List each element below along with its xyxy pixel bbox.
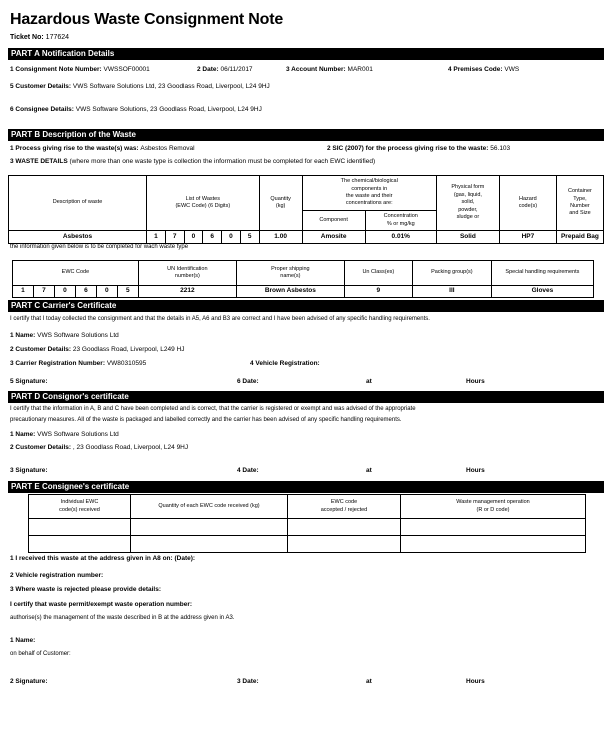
consignor-customer-details: 2 Customer Details: , 23 Goodlass Road, Liverpool, L24 9HJ bbox=[10, 444, 189, 451]
consignor-hours[interactable]: Hours bbox=[466, 467, 485, 474]
part-c-header: PART C Carrier's Certificate bbox=[8, 300, 604, 312]
rejected-details[interactable]: 3 Where waste is rejected please provide details: bbox=[10, 586, 162, 593]
col-physical-form: Physical form (gas, liquid, solid, powder, sludge or bbox=[436, 176, 499, 231]
consignee-date[interactable]: 3 Date: bbox=[237, 678, 259, 685]
customer-details: 5 Customer Details: VWS Software Solutions Ltd, 23 Goodlass Road, Liverpool, L24 9HJ bbox=[10, 83, 270, 90]
part-e-header: PART E Consignee's certificate bbox=[8, 481, 604, 493]
consignee-hours[interactable]: Hours bbox=[466, 678, 485, 685]
col-ewc-code: EWC Code bbox=[13, 261, 139, 286]
carrier-signature[interactable]: 5 Signature: bbox=[10, 378, 48, 385]
document-title: Hazardous Waste Consignment Note bbox=[10, 11, 284, 28]
col-hazard: Hazard code(s) bbox=[499, 176, 556, 231]
carrier-certify-text: I certify that I today collected the consignment and that the details in A5, A6 and B3 are correct and I have been advised of any specific handling requirements. bbox=[10, 316, 430, 322]
part-d-header: PART D Consignor's certificate bbox=[8, 391, 604, 403]
waste-details-table bbox=[8, 175, 604, 244]
waste-details-label: 3 WASTE DETAILS (where more than one waste type is collection the information must be completed for each EWC identified) bbox=[10, 158, 376, 165]
col-list-of-wastes: List of Wastes (EWC Code) (6 Digits) bbox=[147, 176, 260, 231]
col-shipping-name: Proper shipping name(s) bbox=[236, 261, 344, 286]
received-date[interactable]: 1 I received this waste at the address given in A8 on: (Date): bbox=[10, 555, 196, 562]
sic-code: 2 SIC (2007) for the process giving rise to the waste: 56.103 bbox=[327, 145, 511, 152]
col-accepted-rejected: EWC code accepted / rejected bbox=[288, 495, 401, 519]
consignor-name: 1 Name: VWS Software Solutions Ltd bbox=[10, 431, 119, 438]
table-row: Asbestos 1 7 0 6 0 5 1.00 Amosite 0.01% Solid HP7 Prepaid Bag bbox=[9, 231, 604, 244]
col-un-class: Un Class(es) bbox=[344, 261, 412, 286]
consignor-certify-line1: I certify that the information in A, B and C have been completed and is correct, that the carrier is registered or exempt and was advised of the appropriate bbox=[10, 406, 416, 412]
account-number: 3 Account Number: MAR001 bbox=[286, 66, 373, 73]
authorise-text: authorise(s) the management of the waste described in B at the address given in A3. bbox=[10, 615, 235, 621]
col-un-id: UN Identification number(s) bbox=[138, 261, 236, 286]
process-origin: 1 Process giving rise to the waste(s) was: Asbestos Removal bbox=[10, 145, 195, 152]
col-quantity-received: Quantity of each EWC code received (kg) bbox=[131, 495, 288, 519]
consignee-table bbox=[28, 494, 586, 553]
consignee-vehicle-registration[interactable]: 2 Vehicle registration number: bbox=[10, 572, 104, 579]
consignor-at: at bbox=[366, 467, 372, 474]
consignment-note-number: 1 Consignment Note Number: VWSSOF00001 bbox=[10, 66, 150, 73]
consignee-signature[interactable]: 2 Signature: bbox=[10, 678, 48, 685]
col-individual-ewc: Individual EWC code(s) received bbox=[29, 495, 131, 519]
consignor-date[interactable]: 4 Date: bbox=[237, 467, 259, 474]
consignee-at: at bbox=[366, 678, 372, 685]
carrier-hours[interactable]: Hours bbox=[466, 378, 485, 385]
consignor-signature[interactable]: 3 Signature: bbox=[10, 467, 48, 474]
table-row[interactable] bbox=[29, 536, 586, 553]
info-note: the information given below is to be completed for wach waste type bbox=[10, 244, 189, 250]
carrier-customer-details: 2 Customer Details: 23 Goodlass Road, Liverpool, L249 HJ bbox=[10, 346, 185, 353]
table-row: 1 7 0 6 0 5 2212 Brown Asbestos 9 III Gloves bbox=[13, 286, 594, 298]
carrier-at: at bbox=[366, 378, 372, 385]
col-concentration: Concentration % or mg/kg bbox=[365, 211, 436, 231]
col-component: Component bbox=[302, 211, 365, 231]
col-description: Description of waste bbox=[9, 176, 147, 231]
ticket-number: Ticket No: 177624 bbox=[10, 34, 70, 41]
on-behalf-of: on behalf of Customer: bbox=[10, 651, 71, 657]
transport-table bbox=[12, 260, 594, 298]
col-chemical: The chemical/biological components in the waste and their concentrations are: bbox=[302, 176, 436, 211]
col-container: Container Type, Number and Size bbox=[556, 176, 603, 231]
vehicle-registration: 4 Vehicle Registration: bbox=[250, 360, 320, 367]
col-quantity: Quantity (kg) bbox=[259, 176, 302, 231]
col-packing-group: Packing group(s) bbox=[412, 261, 491, 286]
consignee-name[interactable]: 1 Name: bbox=[10, 637, 36, 644]
carrier-date[interactable]: 6 Date: bbox=[237, 378, 259, 385]
permit-number[interactable]: I certify that waste permit/exempt waste operation number: bbox=[10, 601, 193, 608]
part-a-header: PART A Notification Details bbox=[8, 48, 604, 60]
note-date: 2 Date: 06/11/2017 bbox=[197, 66, 253, 73]
premises-code: 4 Premises Code: VWS bbox=[448, 66, 520, 73]
consignee-details: 6 Consignee Details: VWS Software Solutions, 23 Goodlass Road, Liverpool, L24 9HJ bbox=[10, 106, 262, 113]
consignor-certify-line2: precautionary measures. All of the waste is packaged and labelled correctly and the carrier has been advised of any specific handling requirements. bbox=[10, 417, 402, 423]
carrier-registration: 3 Carrier Registration Number: VW80310595 bbox=[10, 360, 147, 367]
part-b-header: PART B Description of the Waste bbox=[8, 129, 604, 141]
carrier-name: 1 Name: VWS Software Solutions Ltd bbox=[10, 332, 119, 339]
col-waste-operation: Waste management operation (R or D code) bbox=[401, 495, 586, 519]
col-special-handling: Special handling requirements bbox=[491, 261, 593, 286]
table-row[interactable] bbox=[29, 519, 586, 536]
